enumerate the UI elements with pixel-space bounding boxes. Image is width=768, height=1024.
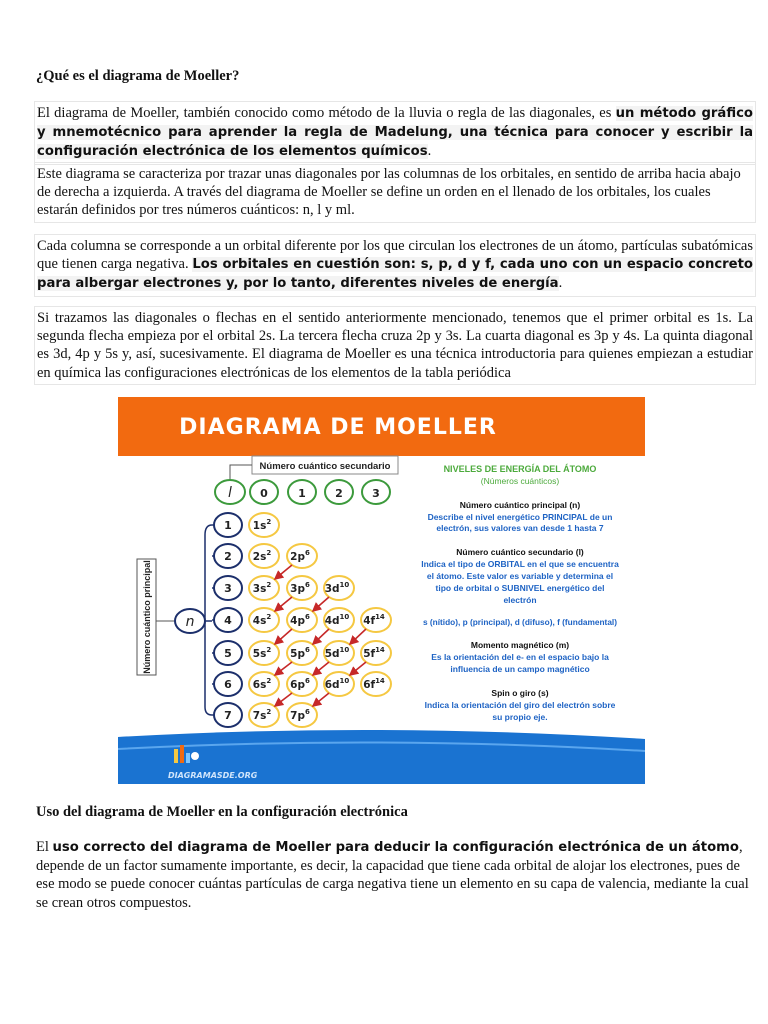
n-value: 1 bbox=[224, 519, 232, 532]
figure-title: DIAGRAMA DE MOELLER bbox=[179, 415, 497, 440]
orbital-name: 4p bbox=[290, 615, 305, 627]
p3-highlight: Los orbitales en cuestión son: s, p, d y f, cada uno con un espacio concreto para albergar electrones y, por lo tanto, diferentes niveles de energía bbox=[37, 257, 753, 292]
n-value: 4 bbox=[224, 614, 232, 627]
p2-text: Este diagrama se caracteriza por trazar unas diagonales por las columnas de los orbitales, en sentido de arriba hacia abajo de derecha a izquierda. A través del diagrama de Moeller se define un orden en el llenado de los orbitales, los cuales estarán definidos por tres números cuánticos: n, l y ml. bbox=[37, 166, 741, 219]
paragraph-definition bbox=[34, 101, 756, 165]
orbital-capacity: 10 bbox=[339, 581, 350, 589]
orbital-name: 5d bbox=[324, 648, 340, 660]
paragraph-usage bbox=[36, 838, 756, 912]
orbital-capacity: 14 bbox=[375, 677, 385, 685]
orbital-types: s (nítido), p (principal), d (difuso), f (fundamental) bbox=[422, 617, 618, 627]
n-info-desc-line1: Describe el nivel energético PRINCIPAL de un bbox=[427, 512, 613, 522]
orbital-capacity: 6 bbox=[304, 708, 310, 716]
orbital-capacity: 2 bbox=[266, 677, 272, 685]
s-info-desc-line1: Indica la orientación del giro del electrón sobre bbox=[424, 700, 616, 710]
m-info-desc-line1: Es la orientación del e- en el espacio bajo la bbox=[431, 652, 609, 662]
orbital-4f bbox=[361, 608, 391, 632]
orbital-name: 3p bbox=[290, 583, 305, 595]
orbital-4p bbox=[287, 608, 317, 632]
orbital-name: 2s bbox=[252, 551, 267, 563]
orbital-name: 1s bbox=[252, 520, 267, 532]
orbital-4d bbox=[324, 608, 354, 632]
orbital-capacity: 14 bbox=[375, 613, 385, 621]
orbital-name: 6p bbox=[290, 679, 305, 691]
p5-text: El bbox=[36, 839, 53, 855]
orbital-capacity: 10 bbox=[339, 646, 350, 654]
n-value: 2 bbox=[224, 550, 232, 563]
orbital-capacity: 6 bbox=[304, 613, 310, 621]
orbital-capacity: 10 bbox=[339, 677, 350, 685]
orbital-capacity: 10 bbox=[339, 613, 350, 621]
l-value: 0 bbox=[260, 487, 268, 500]
orbital-capacity: 14 bbox=[375, 646, 385, 654]
orbital-6f bbox=[361, 672, 391, 696]
n-value: 3 bbox=[224, 582, 232, 595]
orbital-name: 7s bbox=[252, 710, 267, 722]
n-value: 7 bbox=[224, 709, 232, 722]
orbital-5s bbox=[249, 641, 279, 665]
n-value: 5 bbox=[224, 647, 232, 660]
section-heading: ¿Qué es el diagrama de Moeller? bbox=[36, 68, 240, 84]
orbital-3d bbox=[324, 576, 354, 600]
p1-end: . bbox=[427, 143, 432, 160]
orbital-capacity: 6 bbox=[304, 581, 310, 589]
orbital-name: 5f bbox=[363, 648, 376, 660]
l-value: 1 bbox=[298, 487, 306, 500]
orbital-4s bbox=[249, 608, 279, 632]
n-symbol: n bbox=[185, 614, 195, 630]
l-value: 2 bbox=[335, 487, 343, 500]
n-value: 6 bbox=[224, 678, 232, 691]
p3-text: Cada columna se corresponde a un orbital diferente por los que circulan los electrones de un átomo, partículas subatómicas que tienen carga negativa. bbox=[37, 238, 753, 273]
s-info-title: Spin o giro (s) bbox=[491, 688, 549, 698]
orbital-capacity: 2 bbox=[266, 613, 272, 621]
n-info-title: Número cuántico principal (n) bbox=[459, 500, 581, 510]
orbital-name: 6s bbox=[252, 679, 267, 691]
orbital-capacity: 2 bbox=[266, 708, 272, 716]
orbital-name: 7p bbox=[290, 710, 305, 722]
orbital-name: 5s bbox=[252, 648, 267, 660]
l-info-desc-line4: electrón bbox=[503, 595, 537, 605]
moeller-diagram-figure bbox=[118, 397, 645, 784]
orbital-1s bbox=[249, 513, 279, 537]
p4-text: Si trazamos las diagonales o flechas en el sentido anteriormente mencionado, tenemos que el primer orbital es 1s. La segunda flecha empieza por el orbital 2s. La tercera flecha cruza 2p y 3s. La cuarta diagonal es 3p y 4s. La quinta diagonal es 3d, 4p y 5s y, así, sucesivamente. El diagrama de Moeller es una técnica introductoria para quienes empiezan a estudiar en química las configuraciones electrónicas de los elementos de la tabla periódica bbox=[37, 310, 753, 381]
orbital-6s bbox=[249, 672, 279, 696]
paragraph-orbitals bbox=[34, 234, 756, 297]
orbital-7p bbox=[287, 703, 317, 727]
logo-text: DIAGRAMASDE.ORG bbox=[168, 771, 258, 780]
orbital-capacity: 2 bbox=[266, 549, 272, 557]
section2-heading: Uso del diagrama de Moeller en la configuración electrónica bbox=[36, 804, 408, 820]
orbital-7s bbox=[249, 703, 279, 727]
p5-highlight: uso correcto del diagrama de Moeller para deducir la configuración electrónica de un átomo bbox=[52, 840, 739, 855]
orbital-2s bbox=[249, 544, 279, 568]
orbital-capacity: 2 bbox=[266, 646, 272, 654]
m-info-desc-line2: influencia de un campo magnético bbox=[450, 664, 590, 674]
orbital-name: 6f bbox=[363, 679, 376, 691]
orbital-name: 6d bbox=[324, 679, 340, 691]
p3-end: . bbox=[558, 275, 563, 292]
orbital-capacity: 6 bbox=[304, 549, 310, 557]
n-info-desc-line2: electrón, sus valores van desde 1 hasta 7 bbox=[436, 523, 604, 533]
info-subtitle: (Números cuánticos) bbox=[480, 476, 560, 486]
orbital-capacity: 2 bbox=[266, 581, 272, 589]
orbital-capacity: 6 bbox=[304, 646, 310, 654]
l-value: 3 bbox=[372, 487, 380, 500]
secondary-label: Número cuántico secundario bbox=[259, 461, 391, 472]
orbital-capacity: 6 bbox=[304, 677, 310, 685]
s-info-desc-line2: su propio eje. bbox=[492, 712, 548, 722]
l-info-desc-line1: Indica el tipo de ORBITAL en el que se encuentra bbox=[421, 559, 619, 569]
l-info-title: Número cuántico secundario (l) bbox=[456, 547, 584, 557]
l-symbol: l bbox=[228, 485, 232, 501]
orbital-3s bbox=[249, 576, 279, 600]
orbital-name: 5p bbox=[290, 648, 305, 660]
paragraph-diagonals bbox=[34, 306, 756, 385]
p5-end: , depende de un factor sumamente importante, es decir, la capacidad que tiene cada orbital de alojar los electrones, pues de ese modo se puede conocer cuántas partículas de carga negativa tiene un elemento en su capa de valencia, mediante la cual se crean otros compuestos. bbox=[36, 839, 749, 911]
orbital-name: 3s bbox=[252, 583, 267, 595]
l-info-desc-line2: el átomo. Este valor es variable y determina el bbox=[426, 571, 614, 581]
orbital-name: 3d bbox=[324, 583, 340, 595]
m-info-title: Momento magnético (m) bbox=[470, 640, 570, 650]
info-title: NIVELES DE ENERGÍA DEL ÁTOMO bbox=[443, 464, 597, 474]
principal-label: Número cuántico principal bbox=[142, 560, 152, 674]
orbital-capacity: 2 bbox=[266, 518, 272, 526]
orbital-name: 4s bbox=[252, 615, 267, 627]
orbital-name: 4f bbox=[363, 615, 376, 627]
l-info-desc-line3: tipo de orbital o SUBNIVEL energético del bbox=[435, 583, 605, 593]
paragraph-description bbox=[34, 162, 756, 223]
p1-text: El diagrama de Moeller, también conocido como método de la lluvia o regla de las diagonales, es bbox=[37, 105, 616, 121]
orbital-name: 4d bbox=[324, 615, 340, 627]
orbital-name: 2p bbox=[290, 551, 305, 563]
p1-highlight: un método gráfico y mnemotécnico para aprender la regla de Madelung, una técnica para conocer y escribir la configuración electrónica de los elementos químicos bbox=[37, 106, 753, 160]
